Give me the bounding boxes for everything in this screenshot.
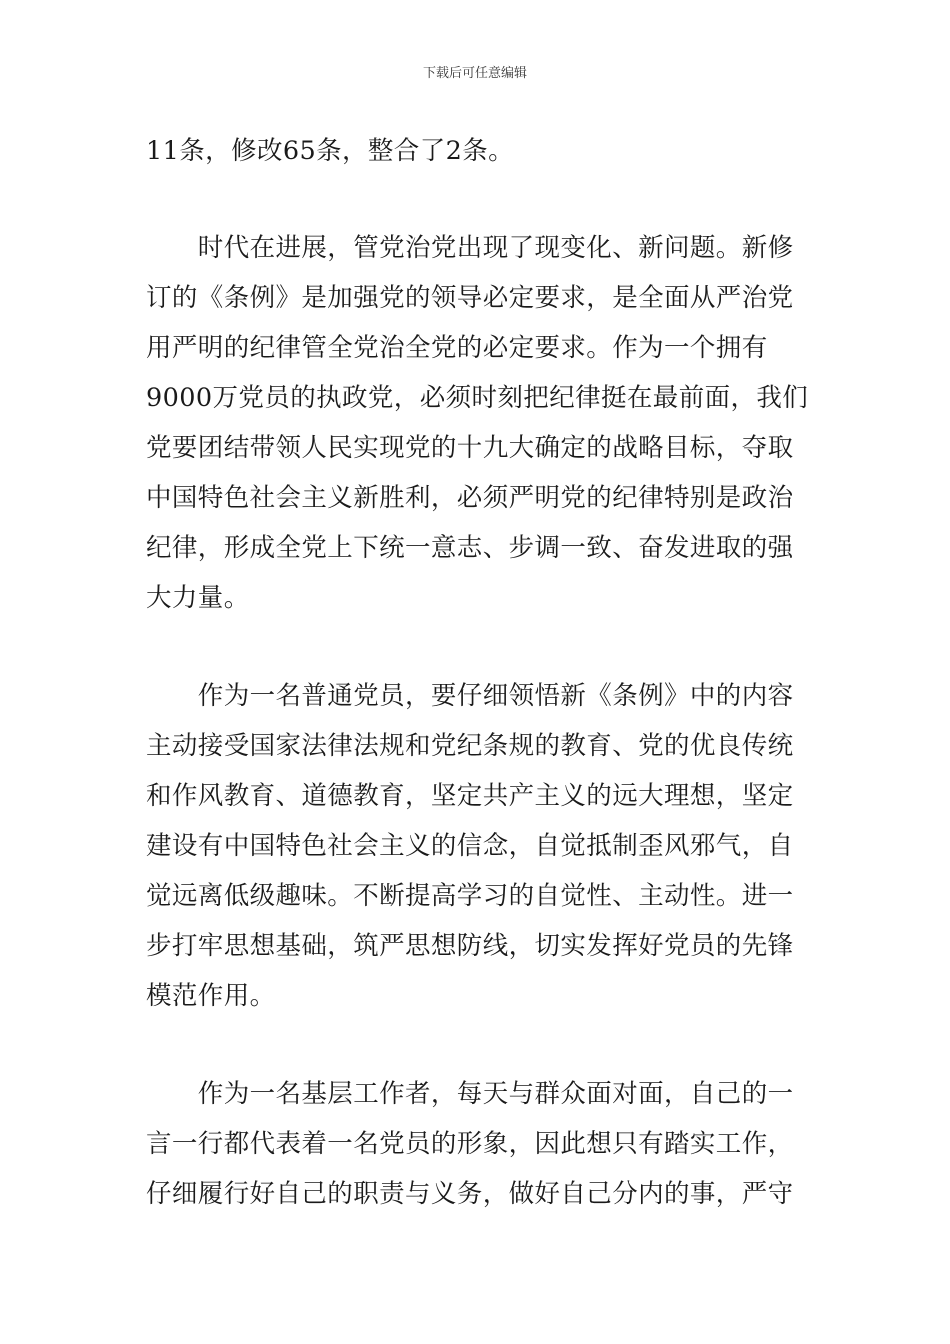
- paragraph-4-line-2: 言一行都代表着一名党员的形象，因此想只有踏实工作，: [146, 1129, 794, 1159]
- paragraph-2-line-4: 9000万党员的执政党，必须时刻把纪律挺在最前面，我们: [146, 383, 809, 413]
- paragraph-3-line-4: 建设有中国特色社会主义的信念，自觉抵制歪风邪气，自: [146, 831, 794, 861]
- paragraph-3-line-6: 步打牢思想基础，筑严思想防线，切实发挥好党员的先锋: [146, 931, 794, 961]
- paragraph-2-line-6: 中国特色社会主义新胜利，必须严明党的纪律特别是政治: [146, 483, 794, 513]
- paragraph-2-line-2: 订的《条例》是加强党的领导必定要求，是全面从严治党: [146, 283, 794, 313]
- paragraph-2-line-1: 时代在进展，管党治党出现了现变化、新问题。新修: [146, 233, 794, 263]
- paragraph-3-line-1: 作为一名普通党员，要仔细领悟新《条例》中的内容: [146, 681, 794, 711]
- paragraph-3-line-5: 觉远离低级趣味。不断提高学习的自觉性、主动性。进一: [146, 881, 794, 911]
- paragraph-2-line-7: 纪律，形成全党上下统一意志、步调一致、奋发进取的强: [146, 533, 794, 563]
- paragraph-1-line-1: 11条，修改65条，整合了2条。: [146, 136, 515, 166]
- paragraph-4-line-1: 作为一名基层工作者，每天与群众面对面，自己的一: [146, 1079, 794, 1109]
- paragraph-2-line-5: 党要团结带领人民实现党的十九大确定的战略目标，夺取: [146, 433, 794, 463]
- paragraph-3-line-7: 模范作用。: [146, 981, 276, 1011]
- paragraph-3-line-3: 和作风教育、道德教育，坚定共产主义的远大理想，坚定: [146, 781, 794, 811]
- paragraph-4-line-3: 仔细履行好自己的职责与义务，做好自己分内的事，严守: [146, 1179, 794, 1209]
- paragraph-3-line-2: 主动接受国家法律法规和党纪条规的教育、党的优良传统: [146, 731, 794, 761]
- paragraph-2-line-8: 大力量。: [146, 583, 250, 613]
- page-header-note: 下载后可任意编辑: [422, 66, 527, 81]
- paragraph-2-line-3: 用严明的纪律管全党治全党的必定要求。作为一个拥有: [146, 333, 768, 363]
